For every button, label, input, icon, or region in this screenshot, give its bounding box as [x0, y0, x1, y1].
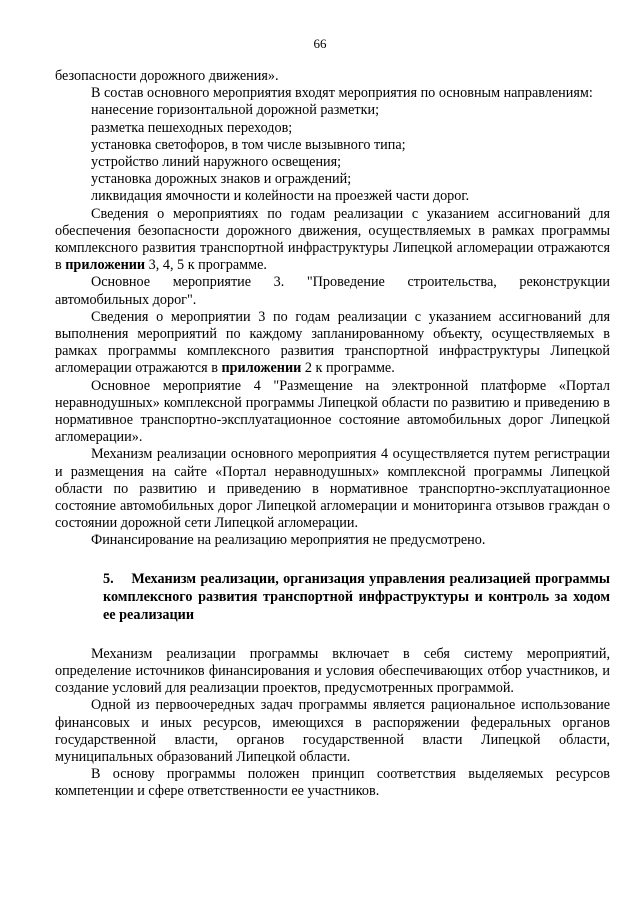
page-number: 66 [313, 36, 327, 51]
paragraph-svedeniya-2 [55, 309, 610, 378]
list-item: ликвидация ямочности и колейности на проезжей части дорог. [91, 188, 470, 205]
text-run: Сведения о мероприятии 3 по годам реализации с указанием ассигнований для выполнения мероприятий по каждому запланированному объекту, осуществляемых в рамках программы комплексного развития транспортной инфраструктуры Липецкой агломерации отражаются в [55, 308, 610, 377]
measures-list [55, 102, 610, 205]
list-item: устройство линий наружного освещения; [91, 154, 342, 171]
document-body [55, 68, 610, 801]
section-number: 5. [103, 570, 114, 587]
paragraph-osnovnoe-4: Основное мероприятие 4 "Размещение на электронной платформе «Портал неравнодушных» комплексной программы Липецкой области по развитию и приведению в нормативное транспортно-эксплуатационное состояние автомобильных дорог Липецкой агломерации». [55, 377, 610, 446]
text-run: 3, 4, 5 к программе. [145, 257, 267, 274]
paragraph: Механизм реализации программы включает в себя систему мероприятий, определение источников финансирования и условия обеспечивающих отбор участников, и создание условий для реализации проектов, предусмотренных программой. [55, 645, 610, 697]
bold-text: приложении [221, 360, 302, 377]
list-item: установка дорожных знаков и ограждений; [91, 171, 352, 188]
text-run: 2 к программе. [301, 360, 395, 377]
list-item: установка светофоров, в том числе вызывного типа; [91, 136, 406, 153]
section-title: Механизм реализации, организация управления реализацией программы комплексного развития транспортной инфраструктуры и контроль за ходом ее реализации [103, 570, 611, 623]
paragraph: В основу программы положен принцип соответствия выделяемых ресурсов компетенции и сфере ответственности ее участников. [55, 766, 610, 800]
paragraph-svedeniya-1 [55, 206, 610, 275]
text-run: Сведения о мероприятиях по годам реализации с указанием ассигнований для обеспечения безопасности дорожного движения, осуществляемых в рамках программы комплексного развития транспортной инфраструктуры Липецкой агломерации отражаются в [55, 205, 610, 274]
list-item: разметка пешеходных переходов; [91, 119, 293, 136]
paragraph-mekhanizm-4: Механизм реализации основного мероприятия 4 осуществляется путем регистрации и размещения на сайте «Портал неравнодушных» комплексной программы Липецкой области по развитию и приведению в нормативное транспортно-эксплуатационное состояние автомобильных дорог Липецкой агломерации и мониторинга отзывов граждан о состоянии дорожной сети Липецкой агломерации. [55, 446, 610, 532]
paragraph: безопасности дорожного движения». [55, 68, 279, 84]
paragraph: Одной из первоочередных задач программы является рациональное использование финансовых и иных ресурсов, имеющихся в распоряжении федеральных органов государственной власти, органов государственной власти Липецкой области, муниципальных образований Липецкой области. [55, 697, 610, 765]
paragraph-finansirovanie: Финансирование на реализацию мероприятия не предусмотрено. [91, 532, 486, 549]
paragraph-osnovnoe-3: Основное мероприятие 3. "Проведение строительства, реконструкции автомобильных дорог". [55, 274, 610, 308]
paragraph: В состав основного мероприятия входят мероприятия по основным направлениям: [91, 85, 593, 102]
bold-text: приложении [65, 257, 146, 274]
section-heading [55, 570, 610, 624]
list-item: нанесение горизонтальной дорожной разметки; [91, 102, 380, 119]
